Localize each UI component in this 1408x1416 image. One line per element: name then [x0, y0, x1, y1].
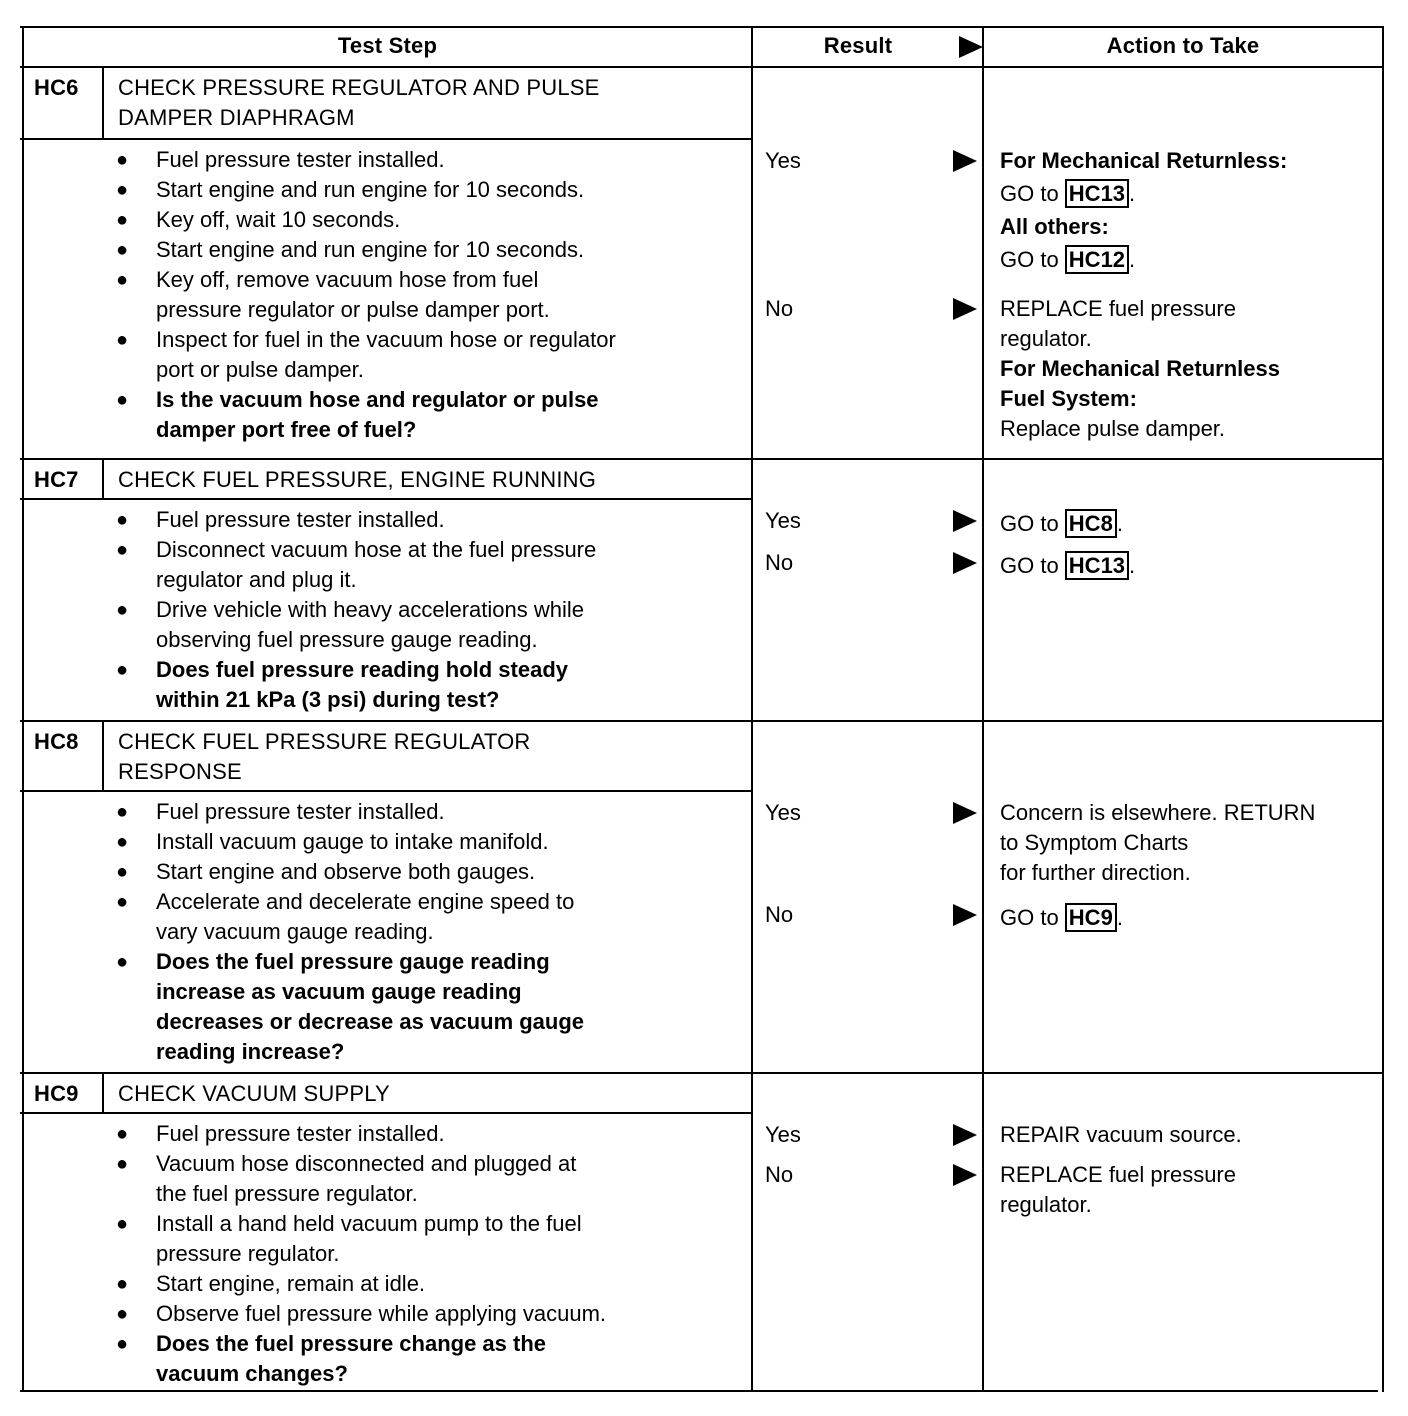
result-label: Yes: [765, 800, 801, 825]
goto-prefix: GO to: [1000, 511, 1065, 536]
title-divider: [20, 138, 753, 140]
step-code: HC6: [34, 75, 79, 100]
action-text: All others:: [1000, 214, 1109, 239]
checklist-line: ● Accelerate and decelerate engine speed to: [156, 889, 575, 914]
step-checklist: [116, 1119, 746, 1389]
result-label: No: [765, 902, 794, 927]
checklist-line: ● Start engine and run engine for 10 seconds.: [156, 177, 585, 202]
table-border-right: [1382, 26, 1384, 1392]
checklist-line: ● Start engine, remain at idle.: [156, 1271, 426, 1296]
action-text: regulator.: [1000, 326, 1092, 351]
goto-prefix: GO to: [1000, 181, 1065, 206]
checklist-item: [116, 797, 746, 827]
result-label: Yes: [765, 148, 801, 173]
checklist-item: [116, 1149, 746, 1209]
checklist-question: [116, 947, 746, 1067]
checklist-line: ● Key off, remove vacuum hose from fuel: [156, 267, 539, 292]
checklist-line: ● Fuel pressure tester installed.: [156, 1121, 445, 1146]
checklist-line: ● Start engine and run engine for 10 seconds.: [156, 237, 585, 262]
checklist-line: port or pulse damper.: [156, 357, 364, 382]
checklist-item: [116, 505, 746, 535]
goto-suffix: .: [1116, 511, 1123, 536]
checklist-line: ● Is the vacuum hose and regulator or pulse: [156, 387, 599, 412]
goto-suffix: .: [1116, 905, 1123, 930]
checklist-item: [116, 265, 746, 325]
checklist-line: vary vacuum gauge reading.: [156, 919, 434, 944]
step-reference: HC9: [1065, 903, 1117, 932]
step-title-line: DAMPER DIAPHRAGM: [118, 105, 355, 130]
step-reference: HC12: [1065, 245, 1129, 274]
checklist-line: increase as vacuum gauge reading: [156, 979, 522, 1004]
result-arrow-icon: [953, 1124, 977, 1146]
result-arrow-icon: [953, 802, 977, 824]
checklist-line: decreases or decrease as vacuum gauge: [156, 1009, 585, 1034]
step-title-line: CHECK VACUUM SUPPLY: [118, 1081, 390, 1106]
checklist-line: ● Vacuum hose disconnected and plugged at: [156, 1151, 577, 1176]
checklist-line: ● Key off, wait 10 seconds.: [156, 207, 401, 232]
checklist-line: ● Install a hand held vacuum pump to the fuel: [156, 1211, 582, 1236]
table-border-left: [22, 26, 24, 1392]
step-code: HC8: [34, 729, 79, 754]
checklist-line: damper port free of fuel?: [156, 417, 417, 442]
action-block: [1000, 1120, 1242, 1150]
step-reference: HC13: [1065, 179, 1129, 208]
table-border-top: [20, 26, 1384, 28]
checklist-item: [116, 175, 746, 205]
header-result: Result: [823, 33, 893, 58]
checklist-line: ● Does the fuel pressure gauge reading: [156, 949, 550, 974]
goto-suffix: .: [1129, 181, 1136, 206]
checklist-line: pressure regulator.: [156, 1241, 340, 1266]
action-text: for further direction.: [1000, 860, 1191, 885]
title-divider: [20, 1112, 753, 1114]
checklist-line: ● Disconnect vacuum hose at the fuel pressure: [156, 537, 597, 562]
result-arrow-icon: [953, 510, 977, 532]
title-divider: [20, 790, 753, 792]
goto-suffix: .: [1129, 247, 1136, 272]
result-yes: [753, 798, 981, 828]
header-test-step: Test Step: [337, 33, 438, 58]
checklist-line: ● Observe fuel pressure while applying vacuum.: [156, 1301, 607, 1326]
result-label: No: [765, 550, 794, 575]
checklist-question: [116, 655, 746, 715]
row-divider: [20, 458, 1384, 460]
result-arrow-icon: [953, 150, 977, 172]
action-text: regulator.: [1000, 1192, 1092, 1217]
result-arrow-icon: [953, 552, 977, 574]
step-code: HC7: [34, 467, 79, 492]
title-divider: [20, 498, 753, 500]
row-divider: [20, 1072, 1384, 1074]
header-divider: [20, 66, 1384, 68]
code-divider: [102, 1072, 104, 1112]
action-text: REPAIR vacuum source.: [1000, 1122, 1242, 1147]
checklist-item: [116, 827, 746, 857]
checklist-line: reading increase?: [156, 1039, 345, 1064]
checklist-item: [116, 887, 746, 947]
checklist-line: ● Fuel pressure tester installed.: [156, 147, 445, 172]
checklist-line: ● Install vacuum gauge to intake manifold.: [156, 829, 549, 854]
action-block: [1000, 1160, 1236, 1220]
checklist-line: ● Drive vehicle with heavy accelerations while: [156, 597, 584, 622]
checklist-item: [116, 235, 746, 265]
result-label: Yes: [765, 1122, 801, 1147]
result-no: [753, 294, 981, 324]
checklist-item: [116, 1119, 746, 1149]
row-divider: [20, 720, 1384, 722]
action-block: [1000, 548, 1135, 584]
step-checklist: [116, 505, 746, 715]
checklist-item: [116, 857, 746, 887]
checklist-line: ● Does the fuel pressure change as the: [156, 1331, 547, 1356]
step-checklist: [116, 797, 746, 1067]
goto-instruction: [1000, 548, 1135, 584]
checklist-line: pressure regulator or pulse damper port.: [156, 297, 550, 322]
step-reference: HC13: [1065, 551, 1129, 580]
step-reference: HC8: [1065, 509, 1117, 538]
code-divider: [102, 458, 104, 498]
goto-prefix: GO to: [1000, 247, 1065, 272]
checklist-item: [116, 145, 746, 175]
checklist-line: ● Fuel pressure tester installed.: [156, 799, 445, 824]
checklist-line: regulator and plug it.: [156, 567, 357, 592]
action-text: For Mechanical Returnless:: [1000, 148, 1288, 173]
result-label: No: [765, 1162, 794, 1187]
action-column-divider: [982, 26, 984, 1392]
code-divider: [102, 720, 104, 790]
checklist-item: [116, 1209, 746, 1269]
action-text: REPLACE fuel pressure: [1000, 296, 1236, 321]
result-yes: [753, 146, 981, 176]
checklist-line: the fuel pressure regulator.: [156, 1181, 418, 1206]
result-label: No: [765, 296, 794, 321]
goto-instruction: [1000, 242, 1287, 278]
goto-instruction: [1000, 506, 1123, 542]
result-yes: [753, 1120, 981, 1150]
action-text: Concern is elsewhere. RETURN: [1000, 800, 1316, 825]
checklist-line: vacuum changes?: [156, 1361, 348, 1386]
header-action: Action to Take: [1106, 33, 1260, 58]
result-label: Yes: [765, 508, 801, 533]
goto-instruction: [1000, 900, 1123, 936]
action-text: REPLACE fuel pressure: [1000, 1162, 1236, 1187]
step-title-line: CHECK PRESSURE REGULATOR AND PULSE: [118, 75, 600, 100]
diagnostic-table: [20, 26, 1384, 1392]
checklist-line: ● Fuel pressure tester installed.: [156, 507, 445, 532]
action-block: [1000, 506, 1123, 542]
result-arrow-icon: [953, 298, 977, 320]
result-no: [753, 548, 981, 578]
checklist-question: [116, 385, 746, 445]
action-text: Fuel System:: [1000, 386, 1137, 411]
checklist-line: observing fuel pressure gauge reading.: [156, 627, 538, 652]
result-no: [753, 1160, 981, 1190]
action-block: [1000, 146, 1287, 278]
step-checklist: [116, 145, 746, 445]
checklist-question: [116, 1329, 746, 1389]
result-arrow-icon: [953, 1164, 977, 1186]
action-text: For Mechanical Returnless: [1000, 356, 1280, 381]
checklist-line: within 21 kPa (3 psi) during test?: [156, 687, 500, 712]
goto-prefix: GO to: [1000, 553, 1065, 578]
checklist-item: [116, 205, 746, 235]
result-arrow-icon: [953, 904, 977, 926]
checklist-item: [116, 595, 746, 655]
action-block: [1000, 294, 1280, 444]
action-text: to Symptom Charts: [1000, 830, 1189, 855]
checklist-line: ● Inspect for fuel in the vacuum hose or regulator: [156, 327, 616, 352]
result-yes: [753, 506, 981, 536]
goto-prefix: GO to: [1000, 905, 1065, 930]
table-border-bottom: [20, 1390, 1378, 1392]
checklist-item: [116, 1299, 746, 1329]
checklist-line: ● Start engine and observe both gauges.: [156, 859, 536, 884]
checklist-item: [116, 535, 746, 595]
header-arrow-icon: [959, 36, 983, 58]
code-divider: [102, 66, 104, 138]
checklist-item: [116, 325, 746, 385]
action-block: [1000, 900, 1123, 936]
action-block: [1000, 798, 1315, 888]
result-no: [753, 900, 981, 930]
action-text: Replace pulse damper.: [1000, 416, 1226, 441]
goto-instruction: [1000, 176, 1287, 212]
checklist-item: [116, 1269, 746, 1299]
goto-suffix: .: [1129, 553, 1136, 578]
step-code: HC9: [34, 1081, 79, 1106]
step-title-line: CHECK FUEL PRESSURE REGULATOR: [118, 729, 531, 754]
step-title-line: RESPONSE: [118, 759, 242, 784]
step-title-line: CHECK FUEL PRESSURE, ENGINE RUNNING: [118, 467, 597, 492]
checklist-line: ● Does fuel pressure reading hold steady: [156, 657, 569, 682]
